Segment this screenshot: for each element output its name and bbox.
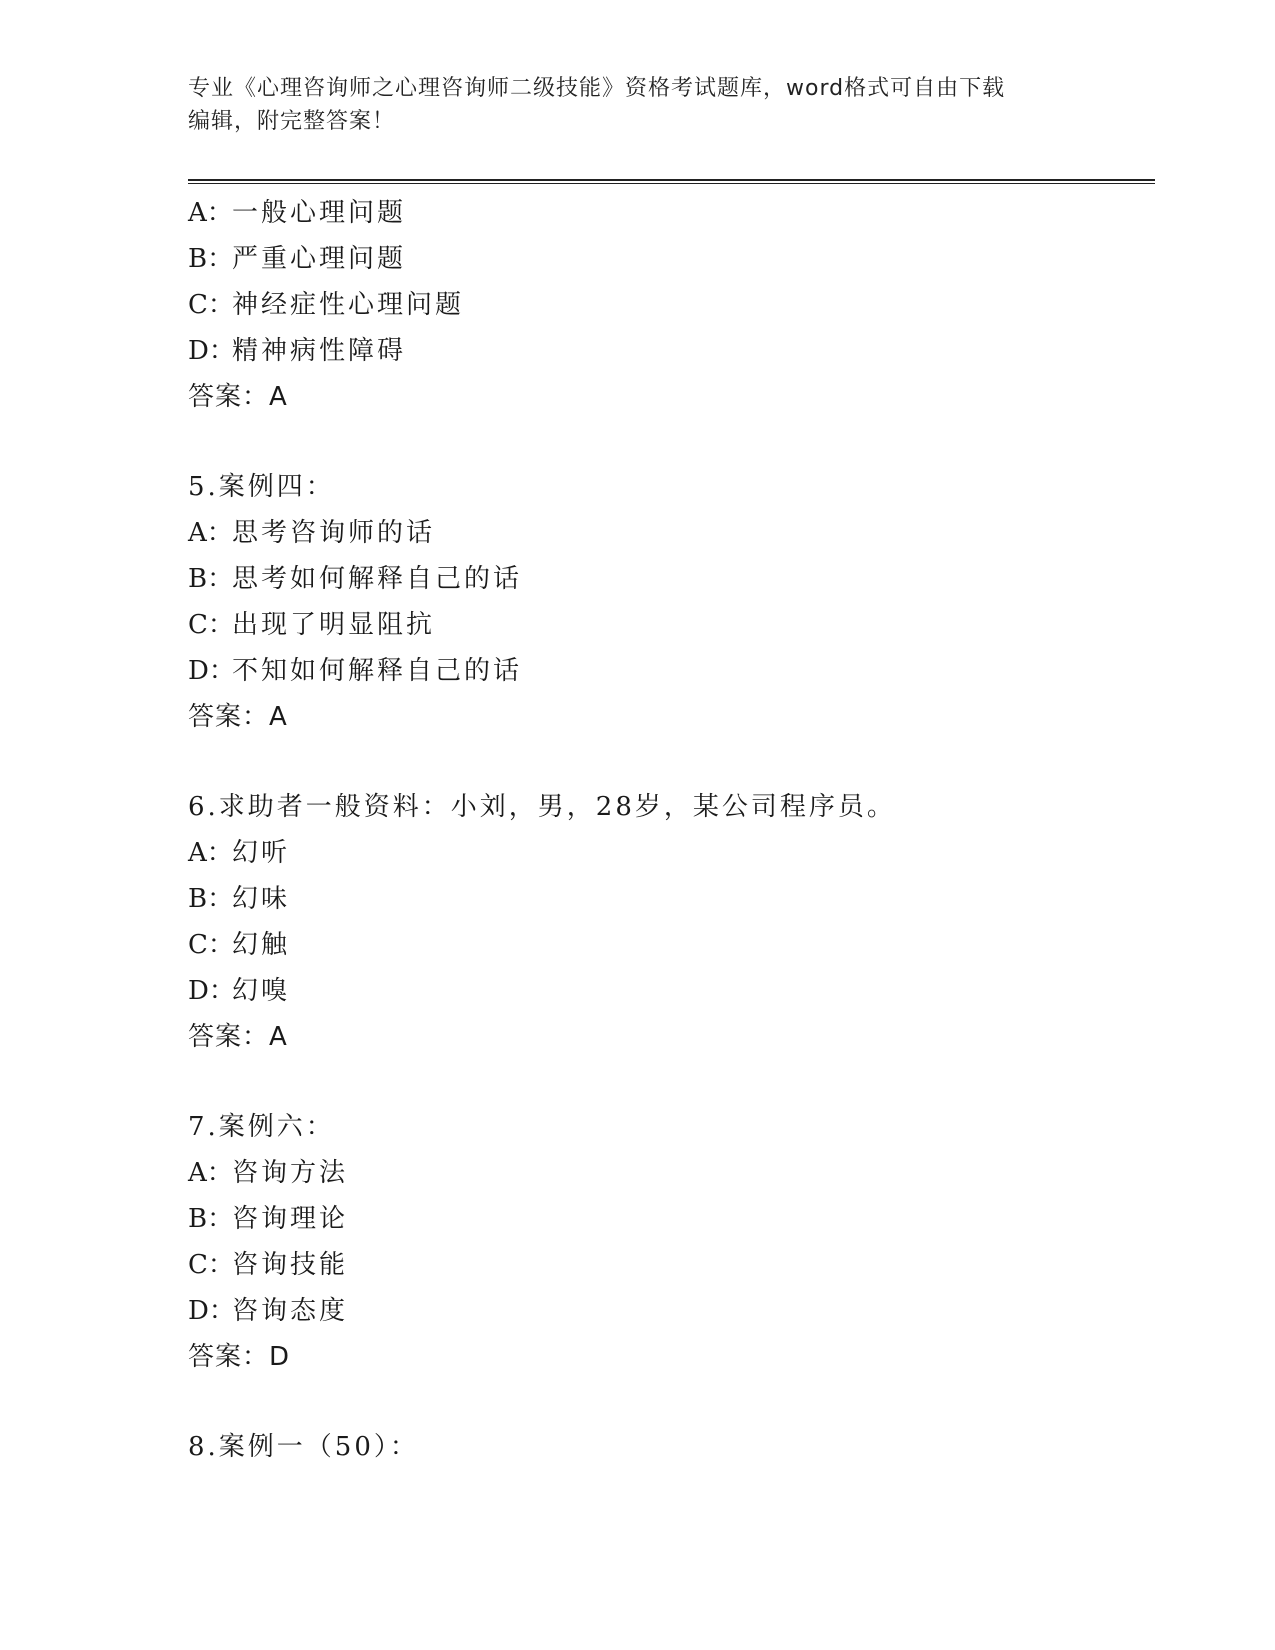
option-c: C：咨询技能 bbox=[188, 1250, 349, 1280]
option-a: A：一般心理问题 bbox=[188, 198, 407, 228]
option-b: B：思考如何解释自己的话 bbox=[188, 564, 523, 594]
option-a: A：幻听 bbox=[188, 838, 291, 868]
document-header bbox=[188, 72, 1088, 138]
question-list bbox=[188, 190, 1148, 1470]
option-c: C：神经症性心理问题 bbox=[188, 290, 465, 320]
question-title: 6.求助者一般资料：小刘，男，28岁，某公司程序员。 bbox=[188, 792, 896, 822]
question-7 bbox=[188, 1104, 1148, 1380]
question-title: 7.案例六： bbox=[188, 1112, 335, 1142]
option-d: D：精神病性障碍 bbox=[188, 336, 407, 366]
question-title: 8.案例一（50）： bbox=[188, 1432, 419, 1462]
answer: 答案：A bbox=[188, 1022, 288, 1052]
question-6 bbox=[188, 784, 1148, 1060]
answer: 答案：D bbox=[188, 1342, 291, 1372]
answer: 答案：A bbox=[188, 702, 288, 732]
header-rule-thick bbox=[188, 179, 1155, 181]
option-c: C：幻触 bbox=[188, 930, 291, 960]
header-line-2: 编辑，附完整答案！ bbox=[188, 109, 396, 134]
option-d: D：不知如何解释自己的话 bbox=[188, 656, 523, 686]
question-5 bbox=[188, 464, 1148, 740]
option-d: D：幻嗅 bbox=[188, 976, 291, 1006]
option-a: A：思考咨询师的话 bbox=[188, 518, 436, 548]
option-b: B：咨询理论 bbox=[188, 1204, 349, 1234]
option-d: D：咨询态度 bbox=[188, 1296, 349, 1326]
option-b: B：幻味 bbox=[188, 884, 291, 914]
question-8 bbox=[188, 1424, 1148, 1470]
option-b: B：严重心理问题 bbox=[188, 244, 407, 274]
question-block-continued bbox=[188, 190, 1148, 420]
header-line-1: 专业《心理咨询师之心理咨询师二级技能》资格考试题库，word格式可自由下载 bbox=[188, 76, 1006, 101]
option-a: A：咨询方法 bbox=[188, 1158, 349, 1188]
header-rule-thin bbox=[188, 183, 1155, 184]
answer: 答案：A bbox=[188, 382, 288, 412]
option-c: C：出现了明显阻抗 bbox=[188, 610, 436, 640]
question-title: 5.案例四： bbox=[188, 472, 335, 502]
